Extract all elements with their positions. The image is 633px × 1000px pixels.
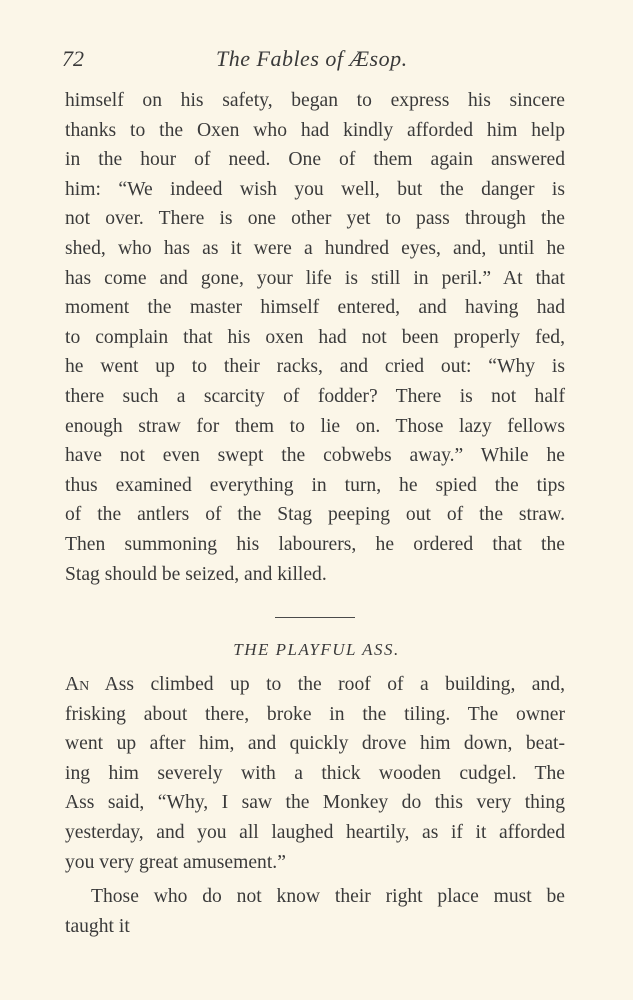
moral-line: Those who do not know their right place must be [91,886,565,907]
text-line: frisking about there, broke in the tiling. The owner [65,703,565,725]
text-line-first [65,670,565,700]
page-number: 72 [62,46,84,71]
fable-moral [65,882,565,941]
section-divider [275,617,355,618]
text-line: went up after him, and quickly drove him down, beat- [65,733,565,755]
text-line: thus examined everything in turn, he spied the tips [65,474,565,496]
text-line: shed, who has as it were a hundred eyes, and, until he [65,237,565,259]
moral-line: taught it [65,915,130,937]
text-line: enough straw for them to lie on. Those lazy fellows [65,415,565,437]
text-line: Stag should be seized, and killed. [65,563,327,585]
text-line: there such a scarcity of fodder? There is not half [65,385,565,407]
text-line: not over. There is one other yet to pass through the [65,208,565,230]
running-title: The Fables of Æsop. [216,46,408,71]
text-line: ing him severely with a thick wooden cudgel. The [65,762,565,784]
text-line: he went up to their racks, and cried out: “Why is [65,356,565,378]
running-head [0,46,633,76]
text-line: to complain that his oxen had not been properly fed, [65,326,565,348]
fable-title: THE PLAYFUL ASS. [233,640,400,659]
text-line: Ass said, “Why, I saw the Monkey do this very thing [65,792,565,814]
text-line: yesterday, and you all laughed heartily, as if it afforded [65,821,565,843]
text-line: himself on his safety, began to express his sincere [65,90,565,111]
text-line: you very great amusement.” [65,851,286,873]
text-line: of the antlers of the Stag peeping out of the straw. [65,504,565,526]
text-line: him: “We indeed wish you well, but the danger is [65,178,565,200]
text-line: have not even swept the cobwebs away.” While he [65,445,565,467]
fable-body [65,670,565,877]
text-line: thanks to the Oxen who had kindly afforded him help [65,119,565,141]
text-line: Then summoning his labourers, he ordered that the [65,533,565,555]
text-line: moment the master himself entered, and having had [65,297,565,319]
text-line: has come and gone, your life is still in peril.” At that [65,267,565,289]
previous-fable-continuation [65,86,565,589]
text-line: in the hour of need. One of them again answered [65,149,565,171]
fable-first-word: An [65,674,90,695]
fable-first-line-text: Ass climbed up to the roof of a building, and, [89,674,565,695]
